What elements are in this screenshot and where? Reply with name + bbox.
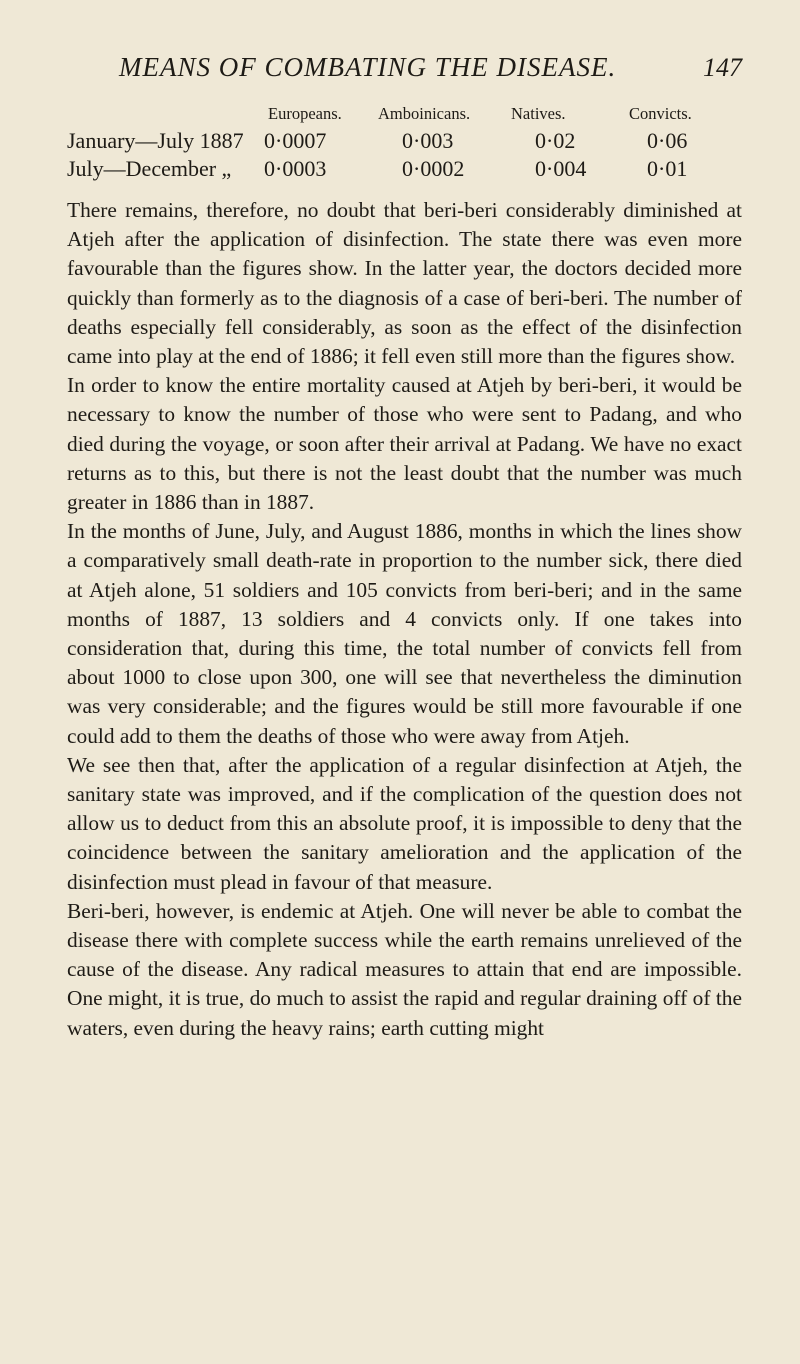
mortality-table [67, 104, 742, 184]
table-cell: 0·01 [647, 156, 688, 181]
paragraph: We see then that, after the application of a regular disinfection at Atjeh, the sanitary state was improved, and if the complication of the question does not allow us to deduct from this an absolute proof, it is impossible to deny that the coincidence between the sanitary amelioration and the application of the disinfection must plead in favour of that measure. [67, 752, 742, 894]
table-cell: 0·003 [402, 128, 454, 153]
table-row [67, 156, 742, 184]
column-header-convicts: Convicts. [629, 104, 692, 123]
table-cell: 0·004 [535, 156, 587, 181]
table-header-row [67, 104, 742, 128]
table-cell: 0·02 [535, 128, 576, 153]
column-header-europeans: Europeans. [268, 104, 342, 123]
table-row [67, 128, 742, 156]
column-header-natives: Natives. [511, 104, 566, 123]
table-cell: 0·0003 [264, 156, 327, 181]
paragraph: In order to know the entire mortality caused at Atjeh by beri-beri, it would be necessary to know the number of those who were sent to Padang, and who died during the voyage, or soon after their arrival at Padang. We have no exact returns as to this, but there is not the least doubt that the number was much greater in 1886 than in 1887. [67, 373, 742, 515]
body-text [67, 196, 742, 1043]
table-cell: 0·0007 [264, 128, 327, 153]
page-number: 147 [703, 53, 742, 82]
running-head [67, 52, 742, 92]
column-header-amboinicans: Amboinicans. [378, 104, 471, 123]
running-title: MEANS OF COMBATING THE DISEASE. [119, 52, 617, 82]
table-cell: 0·06 [647, 128, 688, 153]
paragraph: In the months of June, July, and August 1886, months in which the lines show a comparatively small death-rate in proportion to the number sick, there died at Atjeh alone, 51 soldiers and 105 convicts from beri-beri; and in the same months of 1887, 13 soldiers and 4 convicts only. If one takes into consideration that, during this time, the total number of convicts fell from about 1000 to close upon 300, one will see that nevertheless the diminution was very considerable; and the figures would be still more favourable if one could add to them the deaths of those who were away from Atjeh. [67, 519, 742, 748]
paragraph: There remains, therefore, no doubt that beri-beri considerably diminished at Atjeh after the application of disinfection. The state there was even more favourable than the figures show. In the latter year, the doctors decided more quickly than formerly as to the diagnosis of a case of beri-beri. The number of deaths especially fell considerably, as soon as the effect of the disinfection came into play at the end of 1886; it fell even still more than the figures show. [67, 198, 742, 369]
table-cell: 0·0002 [402, 156, 465, 181]
row-label: January—July 1887 [67, 128, 244, 153]
paragraph: Beri-beri, however, is endemic at Atjeh. One will never be able to combat the disease there with complete success while the earth remains unrelieved of the cause of the disease. Any radical measures to attain that end are impossible. One might, it is true, do much to assist the rapid and regular draining off of the waters, even during the heavy rains; earth cutting might [67, 898, 742, 1040]
row-label: July—December „ [67, 156, 232, 181]
